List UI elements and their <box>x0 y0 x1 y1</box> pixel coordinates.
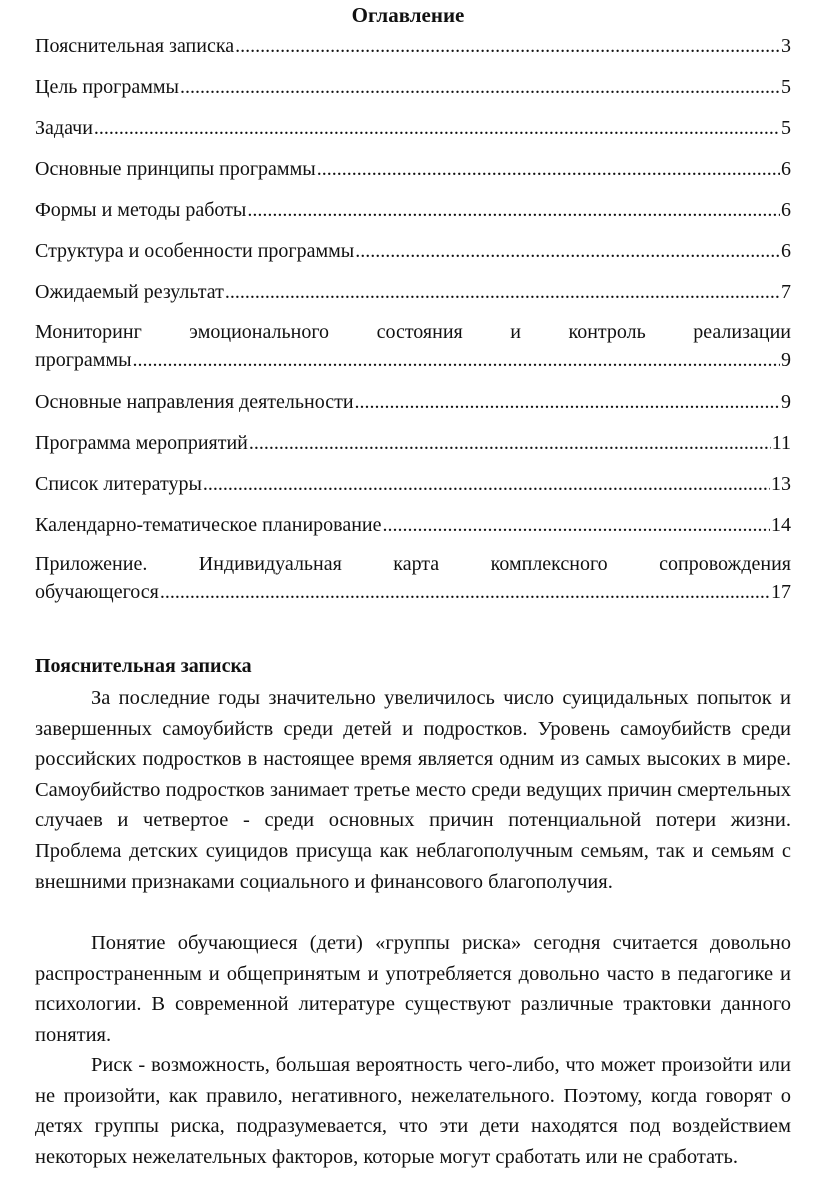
toc-entry-line2 <box>35 346 791 374</box>
toc-entry[interactable] <box>35 73 791 101</box>
toc-leader-dots <box>180 73 780 101</box>
toc-entry-page: 9 <box>781 391 791 413</box>
toc-entry-title: Список литературы <box>35 473 202 495</box>
toc-entry-line2 <box>35 578 791 606</box>
toc-leader-dots <box>235 32 780 60</box>
toc-entry[interactable] <box>35 429 791 457</box>
toc-entry-title: Ожидаемый результат <box>35 281 224 303</box>
toc-leader-dots <box>247 196 780 224</box>
toc-leader-dots <box>203 470 770 498</box>
toc-entry[interactable] <box>35 114 791 142</box>
toc-entry[interactable] <box>35 511 791 539</box>
toc-leader-dots <box>355 237 780 265</box>
toc-leader-dots <box>249 429 771 457</box>
toc-entry-title: Программа мероприятий <box>35 432 248 454</box>
toc-entry-page: 13 <box>771 473 791 495</box>
toc-entry-page: 17 <box>771 581 791 603</box>
toc-entry-title: Задачи <box>35 117 93 139</box>
toc-entry[interactable] <box>35 155 791 183</box>
toc-leader-dots <box>225 278 780 306</box>
toc-entry[interactable] <box>35 388 791 416</box>
toc-leader-dots <box>382 511 770 539</box>
toc-leader-dots <box>160 578 770 606</box>
toc-entry-page: 6 <box>781 199 791 221</box>
toc-leader-dots <box>317 155 780 183</box>
toc-entry-title: Основные принципы программы <box>35 158 316 180</box>
body-paragraph: Риск - возможность, большая вероятность чего-либо, что может произойти или не произойти, как правило, негативного, нежелательного. Поэтому, когда говорят о детях группы риска, подразумевается, что эти дети находятся под воздействием некоторых нежелательных факторов, которые могут сработать или не сработать. <box>35 1054 791 1168</box>
toc-entry-title-line1: Приложение. Индивидуальная карта комплексного сопровождения <box>35 553 791 575</box>
toc-entry[interactable] <box>35 237 791 265</box>
toc-entry-title-line1: Мониторинг эмоционального состояния и контроль реализации <box>35 321 791 343</box>
toc-entry-page: 14 <box>771 514 791 536</box>
toc-entry-page: 3 <box>781 35 791 57</box>
toc-entry-title-line2: обучающегося <box>35 581 159 603</box>
toc-entry-title: Структура и особенности программы <box>35 240 355 262</box>
toc-leader-dots <box>355 388 780 416</box>
toc-entry-title: Пояснительная записка <box>35 35 235 57</box>
body-paragraph: Понятие обучающиеся (дети) «группы риска» сегодня считается довольно распространенным и общепринятым и употребляется довольно часто в педагогике и психологии. В современной литературе существуют различные трактовки данного понятия. <box>35 932 791 1046</box>
toc-title: Оглавление <box>351 3 465 27</box>
toc-entry-title: Основные направления деятельности <box>35 391 354 413</box>
toc-leader-dots <box>94 114 780 142</box>
toc-entry[interactable] <box>35 278 791 306</box>
toc-entry[interactable] <box>35 196 791 224</box>
toc-entry-page: 6 <box>781 240 791 262</box>
body-paragraph: За последние годы значительно увеличилось число суицидальных попыток и завершенных самоубийств среди детей и подростков. Уровень самоубийств среди российских подростков в настоящее время является одним из самых высоких в мире. Самоубийство подростков занимает третье место среди ведущих причин смертельных случаев и четвертое - среди основных причин потенциальной потери жизни. Проблема детских суицидов присуща как неблагополучным семьям, так и семьям с внешними признаками социального и финансового благополучия. <box>35 687 791 893</box>
toc-entry-page: 7 <box>781 281 791 303</box>
toc-entry[interactable] <box>35 470 791 498</box>
toc-entry-page: 11 <box>771 432 791 454</box>
toc-entry-title: Цель программы <box>35 76 179 98</box>
toc-entry[interactable] <box>35 318 791 374</box>
toc-entry-page: 6 <box>781 158 791 180</box>
toc-entry-page: 5 <box>781 76 791 98</box>
toc-entry-title-line2: программы <box>35 349 132 371</box>
toc-entry-page: 5 <box>781 117 791 139</box>
toc-entry-title: Формы и методы работы <box>35 199 247 221</box>
toc-entry[interactable] <box>35 32 791 60</box>
toc-entry[interactable] <box>35 550 791 606</box>
toc-leader-dots <box>133 346 780 374</box>
section-title: Пояснительная записка <box>35 655 252 677</box>
toc-entry-title: Календарно-тематическое планирование <box>35 514 382 536</box>
toc-entry-page: 9 <box>781 349 791 371</box>
